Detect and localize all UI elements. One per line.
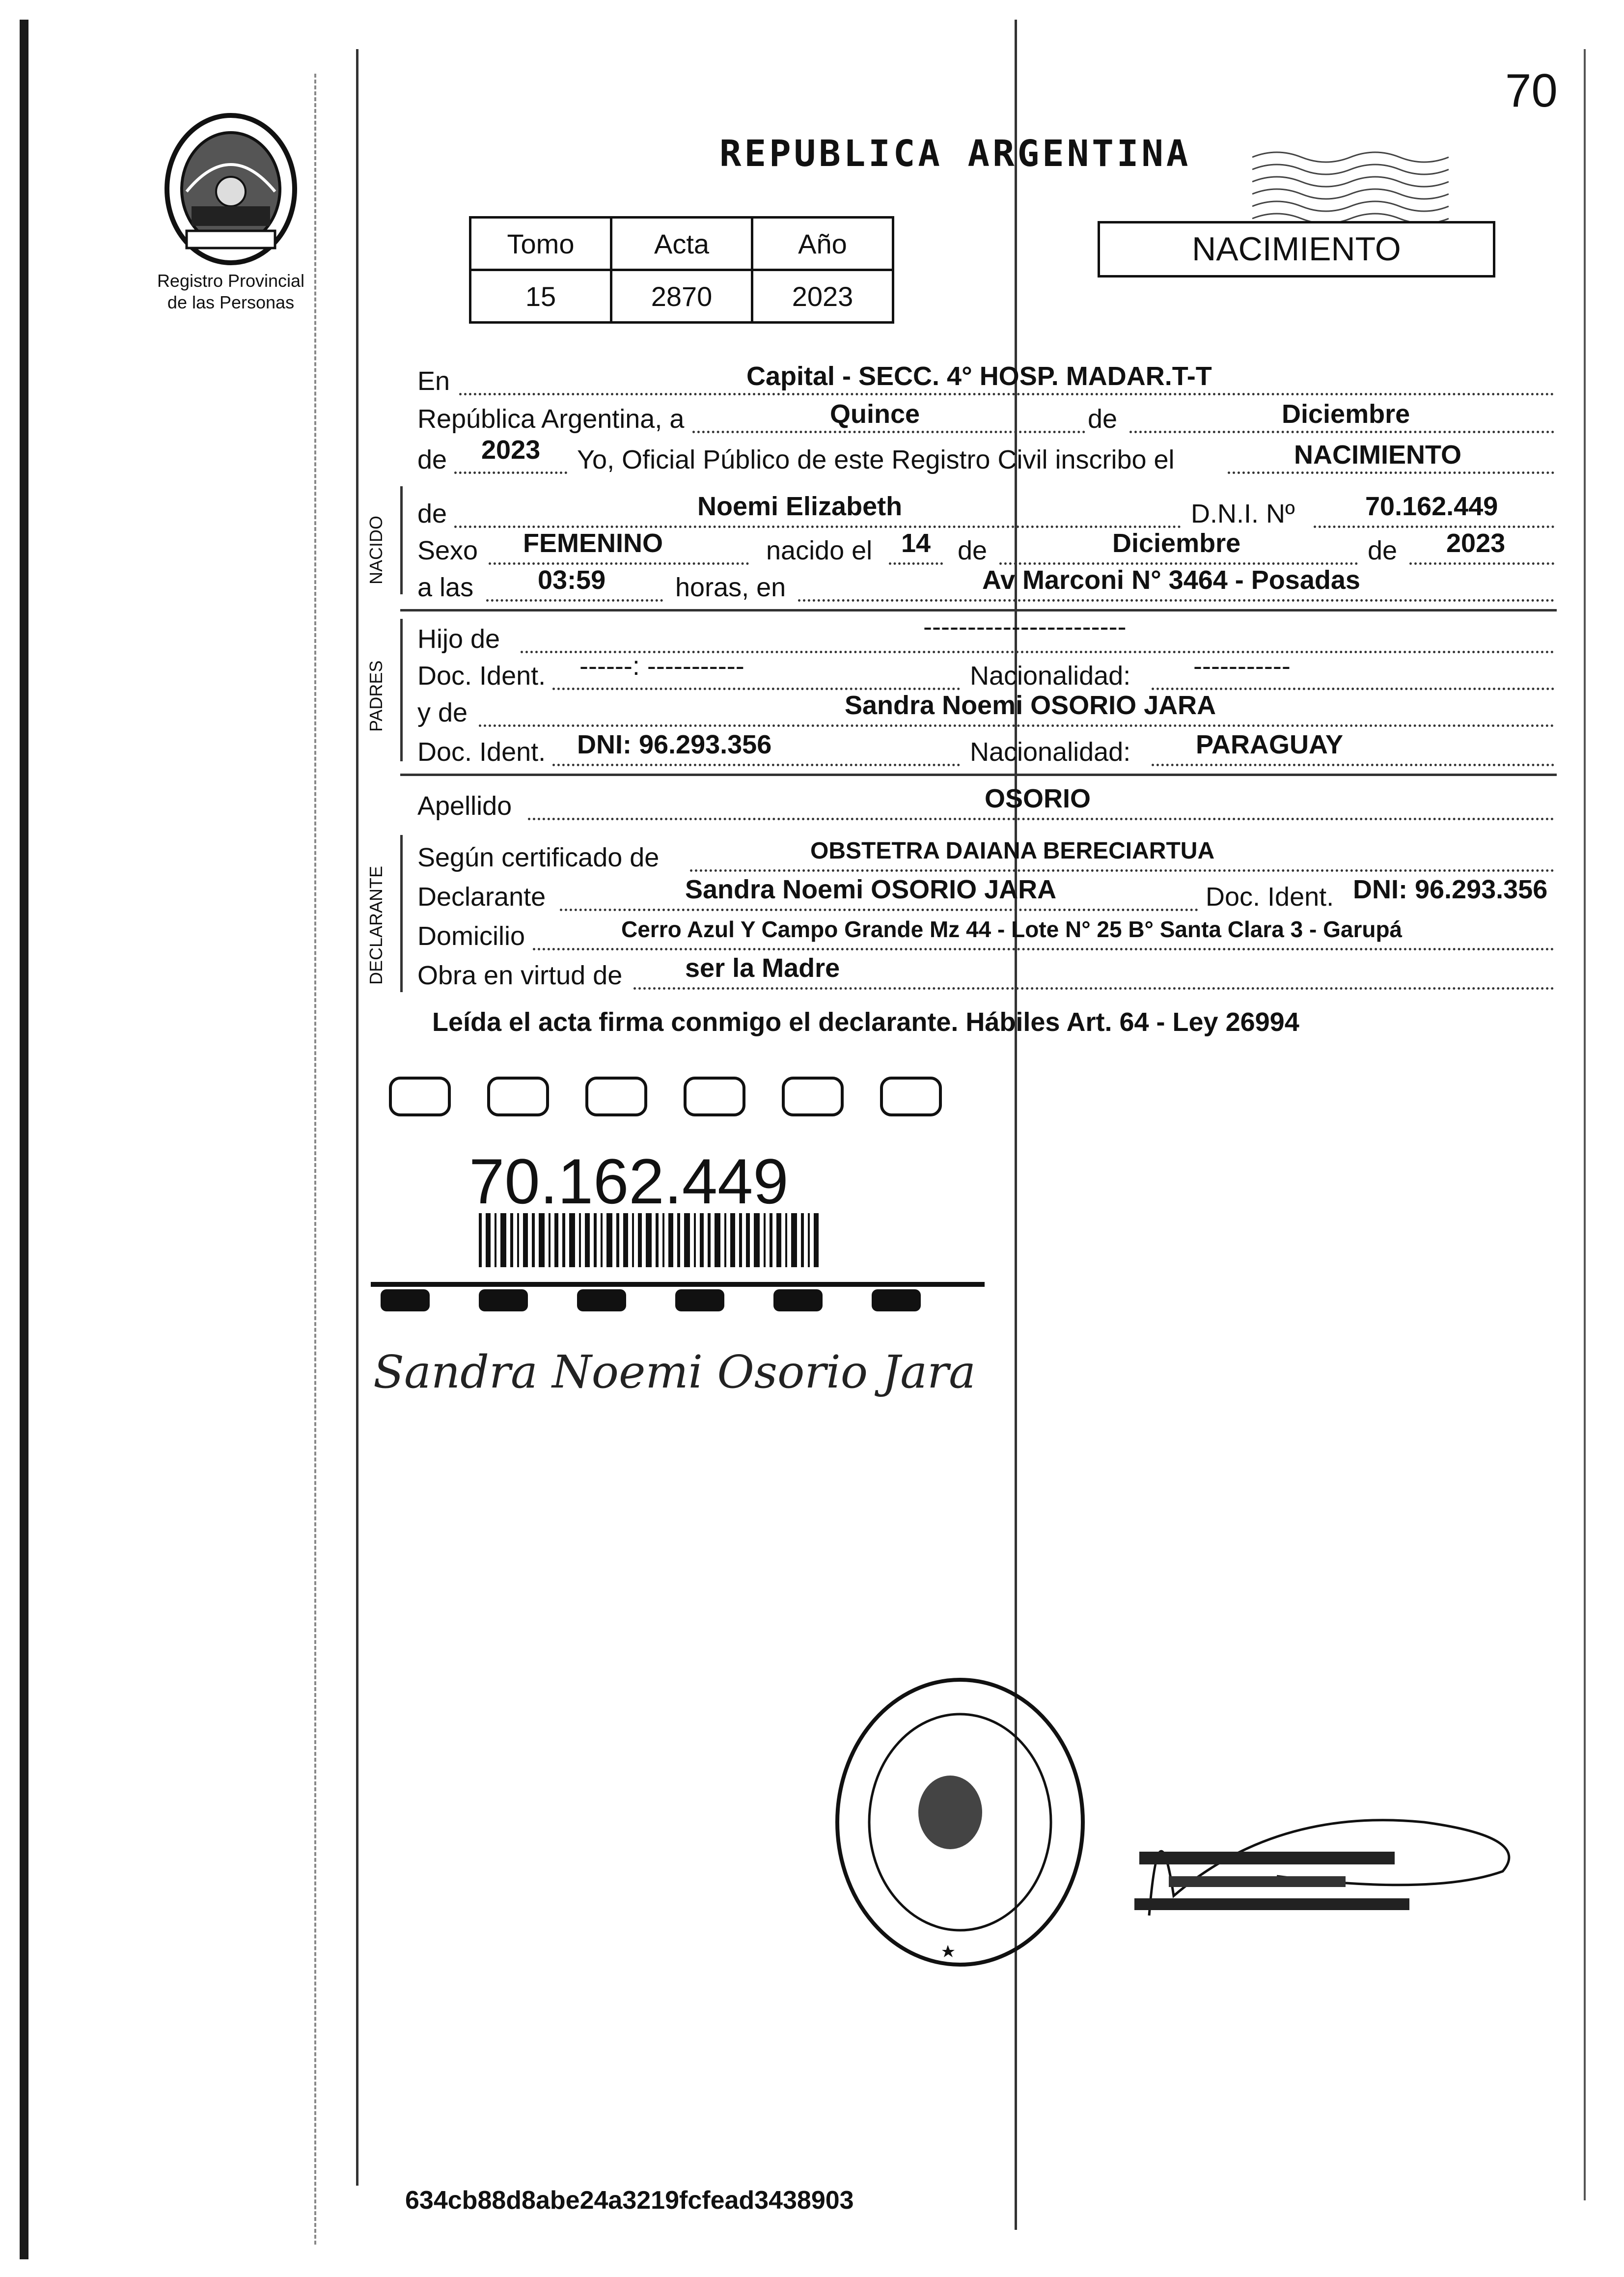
value-tomo: 15 (470, 270, 611, 323)
right-border-line (1584, 49, 1586, 2200)
left-margin-bar (20, 20, 28, 2259)
cert-label: Según certificado de (417, 843, 660, 872)
a-las-label: a las (417, 573, 474, 602)
nac1-value: ----------- (1193, 651, 1291, 681)
padres-label: PADRES (366, 660, 386, 732)
declarante-label: DECLARANTE (366, 865, 386, 985)
country-title: REPUBLICA ARGENTINA (719, 133, 1191, 175)
doc2-label: Doc. Ident. (417, 737, 546, 767)
nacido-bracket (400, 486, 403, 594)
birth-day-value: 14 (901, 528, 931, 558)
decl-dots (560, 909, 1198, 911)
padres-bracket (400, 619, 403, 761)
sexo-dots (489, 562, 749, 565)
page-number: 70 (1505, 64, 1558, 117)
sexo-value: FEMENINO (523, 528, 663, 558)
nacido-label: NACIDO (366, 515, 386, 584)
obra-label: Obra en virtud de (417, 961, 623, 990)
nac2-dots (1152, 764, 1554, 766)
decl-doc-label: Doc. Ident. (1206, 882, 1334, 912)
father-value: ----------------------- (923, 612, 1127, 641)
decl-label: Declarante (417, 882, 546, 912)
doc1-label: Doc. Ident. (417, 661, 546, 691)
obra-dots (633, 987, 1554, 990)
time-dots (486, 599, 663, 602)
hijo-label: Hijo de (417, 624, 500, 654)
sexo-label: Sexo (417, 536, 478, 565)
place-value: Capital - SECC. 4° HOSP. MADAR.T-T (746, 361, 1212, 391)
address-value: Av Marconi N° 3464 - Posadas (982, 565, 1360, 595)
doc2-value: DNI: 96.293.356 (577, 730, 772, 759)
apellido-dots (528, 818, 1554, 820)
day-value: Quince (830, 399, 920, 429)
dom-label: Domicilio (417, 921, 525, 951)
decl-doc-value: DNI: 96.293.356 (1353, 875, 1548, 904)
cert-value: OBSTETRA DAIANA BERECIARTUA (810, 838, 1215, 864)
dom-dots (533, 948, 1554, 950)
apellido-label: Apellido (417, 791, 512, 821)
value-acta: 2870 (611, 270, 752, 323)
dni-value: 70.162.449 (1365, 492, 1498, 521)
doc1-value: ------: ----------- (579, 651, 744, 681)
value-ano: 2023 (752, 270, 893, 323)
year-dots (454, 472, 567, 474)
left-dotted-line (314, 74, 316, 2245)
nacido-de-label: de (417, 499, 447, 528)
doc2-dots (552, 764, 960, 766)
apellido-value: OSORIO (985, 784, 1091, 813)
dni-dots (1314, 526, 1554, 528)
nacido-el-label: nacido el (766, 536, 873, 565)
month-value: Diciembre (1282, 399, 1410, 429)
dom-value: Cerro Azul Y Campo Grande Mz 44 - Lote N° 25 B° Santa Clara 3 - Garupá (621, 916, 1403, 942)
month-dots (1129, 431, 1554, 433)
year-value: 2023 (481, 435, 541, 465)
year-prefix: de (417, 445, 447, 474)
birth-month-value: Diciembre (1112, 528, 1241, 558)
left-border-line (356, 49, 358, 2186)
dni-label: D.N.I. Nº (1191, 499, 1295, 528)
header-acta: Acta (611, 218, 752, 270)
event-dots (1228, 472, 1554, 474)
rep-label: República Argentina, a (417, 404, 685, 434)
mother-dots (479, 724, 1554, 727)
birth-year-value: 2023 (1446, 528, 1506, 558)
official-signature-icon (1129, 1768, 1537, 1925)
decl-value: Sandra Noemi OSORIO JARA (685, 875, 1057, 904)
day-dots (692, 431, 1085, 433)
declarant-signature: Sandra Noemi Osorio Jara (373, 1346, 976, 1398)
misiones-emblem-icon (157, 108, 304, 270)
official-stamp-icon (830, 1670, 1090, 1974)
document-hash: 634cb88d8abe24a3219fcfead3438903 (405, 2186, 854, 2215)
closing-text: Leída el acta firma conmigo el declarante. Hábiles Art. 64 - Ley 26994 (432, 1007, 1299, 1037)
header-ano: Año (752, 218, 893, 270)
en-label: En (417, 366, 450, 396)
header-tomo: Tomo (470, 218, 611, 270)
time-value: 03:59 (538, 565, 606, 595)
address-dots (798, 599, 1554, 602)
de-label: de (1088, 404, 1118, 434)
horas-label: horas, en (675, 573, 786, 602)
name-value: Noemi Elizabeth (697, 492, 903, 521)
obra-value: ser la Madre (685, 953, 840, 983)
emblem-caption: Registro Provincial de las Personas (157, 271, 305, 312)
divider-padres (400, 774, 1557, 776)
nac1-label: Nacionalidad: (970, 661, 1131, 691)
nac2-value: PARAGUAY (1196, 730, 1344, 759)
en-dots (459, 393, 1554, 395)
event-value: NACIMIENTO (1294, 440, 1462, 470)
cert-dots (690, 869, 1554, 872)
bday-dots (889, 562, 943, 565)
nacido-de3-label: de (1368, 536, 1398, 565)
declarante-bracket (400, 835, 403, 992)
y-de-label: y de (417, 698, 468, 727)
security-seal-icon (1252, 147, 1449, 221)
byear-dots (1409, 562, 1554, 565)
sticker-dni-number: 70.162.449 (469, 1145, 789, 1217)
record-type-box: NACIMIENTO (1098, 221, 1495, 278)
official-text: Yo, Oficial Público de este Registro Civil inscribo el (577, 445, 1175, 474)
mother-value: Sandra Noemi OSORIO JARA (845, 691, 1216, 720)
register-table (469, 216, 894, 324)
nac2-label: Nacionalidad: (970, 737, 1131, 767)
nacido-de2-label: de (958, 536, 988, 565)
